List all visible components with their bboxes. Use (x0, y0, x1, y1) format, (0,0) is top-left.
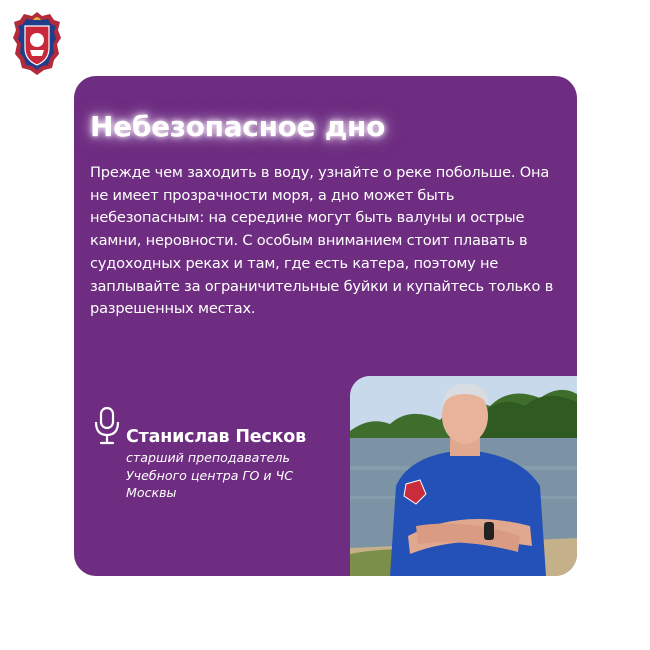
card-body-text: Прежде чем заходить в воду, узнайте о реке побольше. Она не имеет прозрачности моря, а дно может быть небезопасным: на середине могут быть валуны и острые камни, неровности. С особым вниманием стоит плавать в судоходных реках и там, где есть катера, поэтому не заплывайте за ограничительные буйки и купайтесь только в разрешенных местах. (90, 164, 554, 318)
info-card (74, 76, 577, 576)
card-title: Небезопасное дно (90, 110, 386, 143)
microphone-icon (92, 406, 122, 446)
speaker-name: Станислав Песков (126, 427, 306, 447)
speaker-photo (350, 376, 577, 576)
emblem-logo (12, 10, 62, 76)
speaker-role: старший преподаватель Учебного центра ГО и ЧС Москвы (126, 450, 294, 500)
